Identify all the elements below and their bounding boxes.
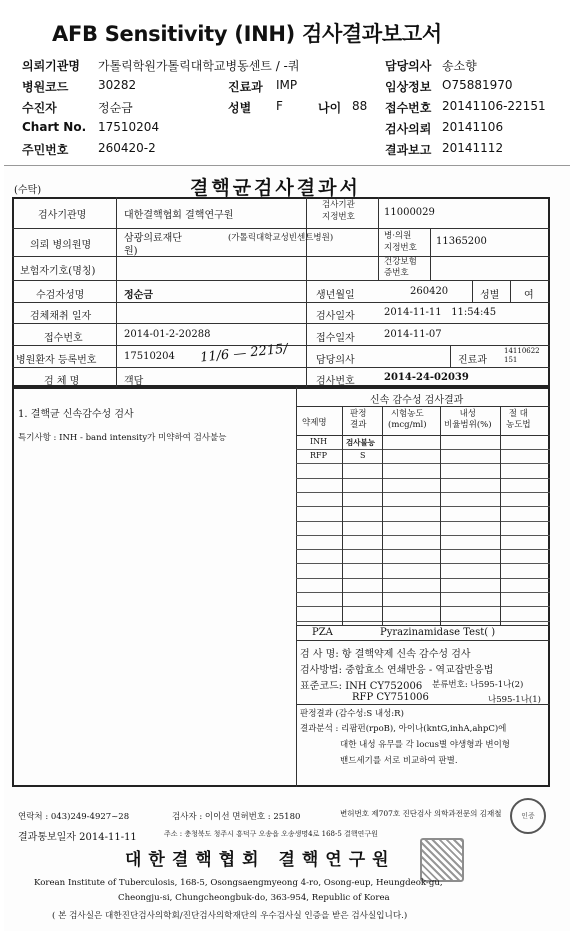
rapid-table-rule [296,521,550,522]
value-patient-form: 정순금 [124,290,153,301]
value-clinical-info: O75881970 [442,78,513,92]
value-lab-code: 11000029 [384,207,435,218]
value-registration-no: 17510204 [124,351,175,362]
label-specimen: 검 체 명 [44,376,80,387]
label-lab: 검사기관명 [38,210,87,221]
label-hospital-code-form: 병·의원 지정번호 [384,231,417,253]
col-header-concentration: 시험농도 (mcg/ml) [388,409,427,430]
footer-reviewer: 변허번호 제707호 진단검사 의학과전문의 김재철 [340,809,502,818]
label-collect-date: 검체채취 일자 [30,311,92,322]
value-hospital-wrap: 원) [124,246,138,257]
value-specimen: 객담 [124,376,144,387]
method-test-name: 검 사 명: 항 결핵약제 신속 감수성 검사 [300,649,471,660]
method-class-inh: 분류번호: 나595-1나(2) [432,680,524,690]
value-test-date: 2014-11-11 11:54:45 [384,307,497,318]
value-lab: 대한결핵협회 결핵연구원 [124,210,234,221]
label-hospital-code: 병원코드 [22,80,69,94]
certification-seal: 인증 [510,798,546,834]
rapid-table-rule [296,492,550,493]
value-hospital-a: 삼광의료재단 [124,233,182,244]
label-hospital: 의뢰 병의원명 [30,240,92,251]
label-chart-no: Chart No. [22,120,87,134]
row-drug-inh: INH [310,437,328,446]
analysis-line-3: 밴드세기를 서로 비교하여 판별. [340,756,458,766]
rapid-table-rule [296,621,550,622]
pza-test: Pyrazinamidase Test( ) [380,627,496,638]
label-report-date: 결과보고 [385,143,432,157]
label-request-date: 검사의뢰 [385,122,432,136]
rapid-table-rule [296,606,550,607]
label-resident-no: 주민번호 [22,143,69,157]
report-title: AFB Sensitivity (INH) 검사결과보고서 [52,22,442,46]
value-patient: 정순금 [98,101,133,115]
label-sex-form: 성별 [480,290,500,301]
label-department: 진료과 [228,80,263,94]
col-header-drug: 약제명 [302,418,327,428]
section-rapid-test: 1. 결핵균 신속감수성 검사 [18,409,134,420]
pza-label: PZA [312,627,333,638]
col-header-result: 판정 결과 [350,409,367,430]
method-code-inh: 표준코드: INH CY752006 [300,681,423,692]
label-clinical-info: 임상정보 [385,80,432,94]
rapid-table-rule [296,463,550,464]
rapid-table-rule [296,578,550,579]
label-receipt-date: 접수일자 [316,333,355,344]
value-hospital-code: 30282 [98,78,137,92]
value-hospital-code-form: 11365200 [436,236,487,247]
label-registration-no: 병원환자 등록번호 [16,355,97,366]
label-lab-code: 검사기관 지정번호 [322,200,355,222]
footer-address: 주소 : 충청북도 청주시 흥덕구 오송읍 오송생명4로 168-5 결핵연구원 [164,830,378,838]
rapid-table-rule [296,592,550,593]
label-test-no: 검사번호 [316,376,355,387]
value-requesting-org: 가톨릭학원가톨릭대학교병동센트 / -쿼 [98,59,300,73]
form-corner-label: (수탁) [14,185,42,196]
value-dob: 260420 [410,286,449,297]
footer-english-1: Korean Institute of Tuberculosis, 168-5, Osongsaengmyeong 4-ro, Osong-eup, Heungdeok-gu, [34,878,443,888]
row-drug-rfp: RFP [310,451,327,460]
value-receipt-no-form: 2014-01-2-20288 [124,329,211,340]
label-test-date: 검사일자 [316,311,355,322]
label-doctor-form: 담당의사 [316,355,355,366]
label-doctor: 담당의사 [385,59,432,73]
footer-tester: 검사자 : 이이선 면허번호 : 25180 [172,812,301,822]
label-patient-form: 수검자성명 [36,290,85,301]
value-test-no: 2014-24-02039 [384,372,469,383]
value-receipt-no: 20141106-22151 [442,99,546,113]
label-requesting-org: 의뢰기관명 [22,59,80,73]
value-hospital-b: (가톨릭대학교성빈센트병원) [228,233,334,243]
official-stamp [420,838,464,882]
rapid-table-rule [296,506,550,507]
value-sex-form: 여 [524,290,534,301]
label-age: 나이 [318,101,342,115]
label-patient: 수진자 [22,101,57,115]
label-receipt-no-form: 접수번호 [44,333,83,344]
institute-name: 대한결핵협회 결핵연구원 [125,850,396,870]
label-insurance-no: 건강보험 증번호 [384,257,417,278]
rapid-table-rule [296,549,550,550]
footer-english-2: Cheongju-si, Chungcheongbuk-do, 363-954, Republic of Korea [118,893,390,903]
value-report-date: 20141112 [442,141,504,155]
label-dob: 생년월일 [316,290,355,301]
label-insurer: 보험자기호(명칭) [20,266,96,277]
rapid-table-rule [296,535,550,536]
footer-contact: 연락처 : 043)249-4927~28 [18,812,130,822]
value-doctor: 송소향 [442,59,477,73]
rapid-table-rule [296,449,550,450]
method-procedure: 검사방법: 중합효소 연쇄반응 - 역교잡반응법 [300,665,494,676]
rapid-table-title: 신속 감수성 검사결과 [370,395,464,406]
footer-certification: ( 본 검사실은 대한진단검사의학회/진단검사의학재단의 우수검사실 인증을 받은 검사실입니다.) [52,911,408,921]
value-age: 88 [352,99,368,113]
value-sex: F [276,99,283,113]
handwritten-note: 11/6 — 2215/ [199,341,289,366]
method-code-rfp: RFP CY751006 [352,692,429,703]
row-result-rfp: S [360,451,366,460]
value-receipt-date: 2014-11-07 [384,329,442,340]
value-resident-no: 260420-2 [98,141,156,155]
method-class-rfp: 나595-1나(1) [488,695,541,705]
rapid-table-rule [296,563,550,564]
form-title: 결핵균검사결과서 [190,177,361,199]
label-receipt-no: 접수번호 [385,101,432,115]
value-request-date: 20141106 [442,120,504,134]
value-dept-form: 14110622 151 [504,347,540,364]
label-dept-form: 진료과 [458,355,487,366]
value-chart-no: 17510204 [98,120,160,134]
col-header-absolute: 절 대 농도법 [506,409,531,430]
footer-report-date: 결과통보일자 2014-11-11 [18,832,137,843]
judgement-legend: 판정결과 (감수성:S 내성:R) [300,709,404,719]
analysis-line-1: 결과분석 : 리팜펀(rpoB), 아이나(kntG,inhA,ahpC)에 [300,724,507,734]
special-note: 특기사항 : INH - band intensity가 미약하여 검사불능 [18,433,227,443]
analysis-line-2: 대한 내성 유무를 각 locus별 야생형과 변이형 [340,740,511,750]
label-sex: 성별 [228,101,252,115]
col-header-resistance: 내성 비율범위(%) [444,409,492,430]
rapid-table-rule [296,478,550,479]
value-department: IMP [276,78,298,92]
row-result-inh: 검사불능 [346,438,375,447]
